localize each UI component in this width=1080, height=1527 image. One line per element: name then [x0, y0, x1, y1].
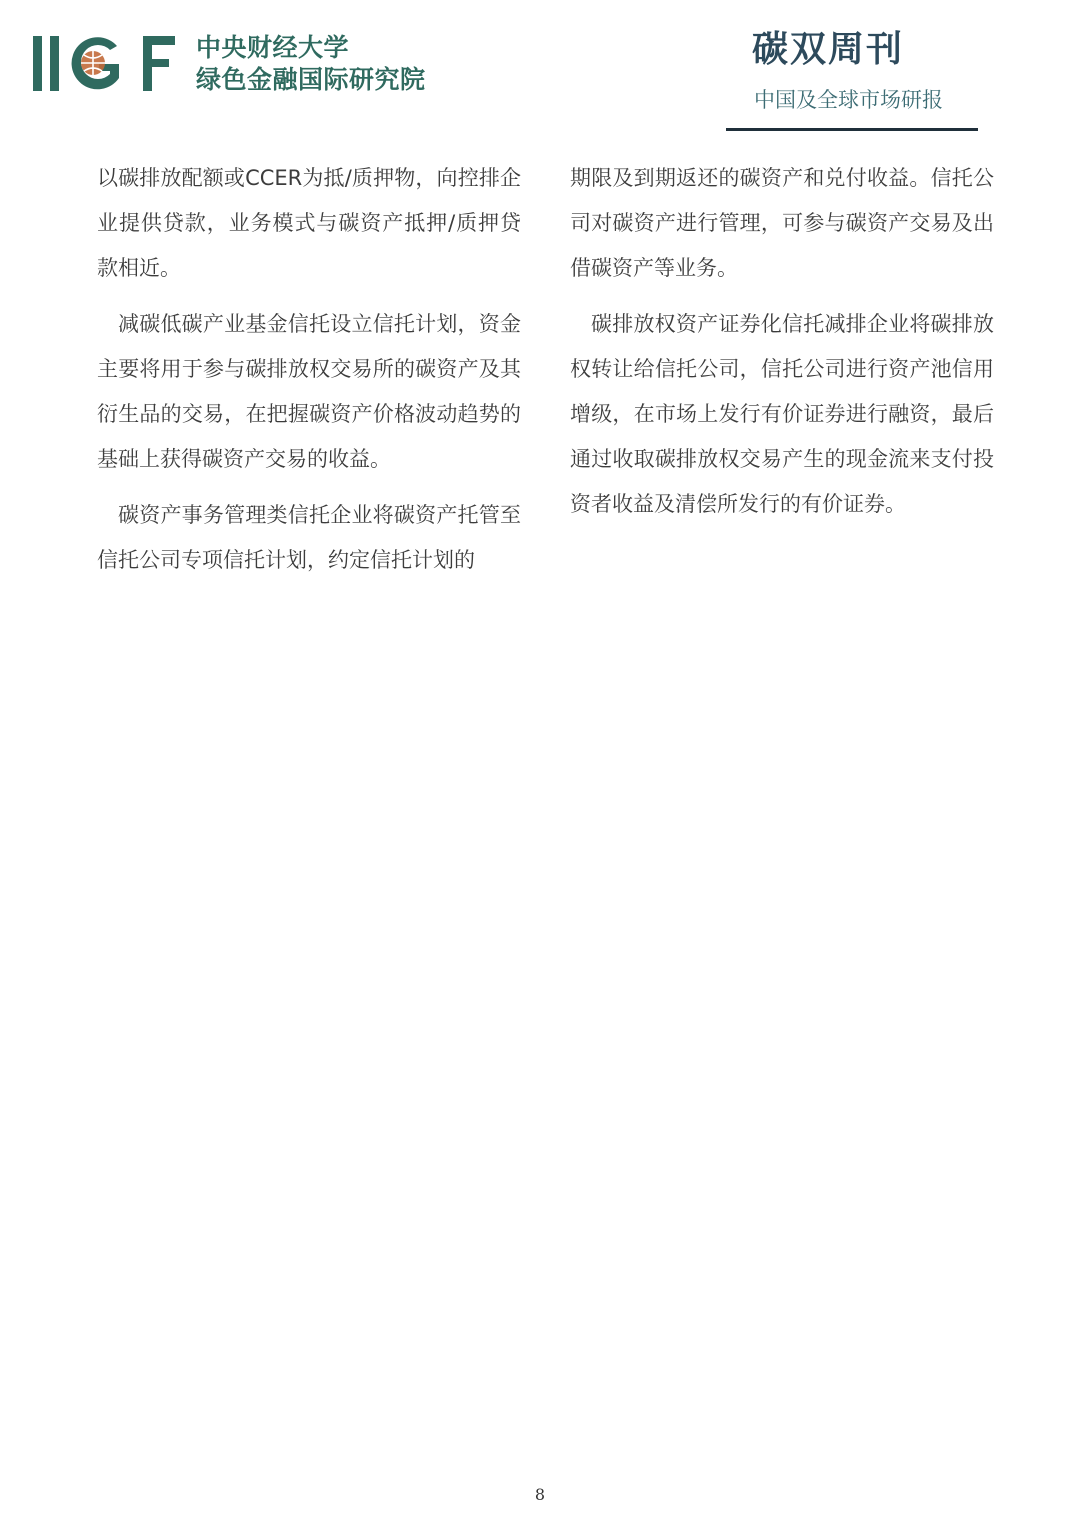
paragraph: 期限及到期返还的碳资产和兑付收益。信托公司对碳资产进行管理，可参与碳资产交易及出借碳资产等业务。 [570, 166, 994, 280]
paragraph: 以碳排放配额或CCER为抵/质押物，向控排企业提供贷款，业务模式与碳资产抵押/质押贷款相近。 [97, 166, 521, 280]
institution-name-line2: 绿色金融国际研究院 [196, 65, 426, 94]
institution-name-line1: 中央财经大学 [196, 33, 350, 62]
institution-name [196, 32, 426, 96]
journal-title: 碳双周刊 [752, 29, 905, 70]
iigf-logo [33, 32, 175, 94]
paragraph: 碳排放权资产证券化信托减排企业将碳排放权转让给信托公司，信托公司进行资产池信用增级，在市场上发行有价证券进行融资，最后通过收取碳排放权交易产生的现金流来支付投资者收益及清偿所发行的有价证券。 [570, 312, 994, 516]
journal-subtitle: 中国及全球市场研报 [754, 88, 943, 112]
paragraph: 碳资产事务管理类信托企业将碳资产托管至信托公司专项信托计划，约定信托计划的 [97, 503, 521, 572]
page-number: 8 [534, 1485, 546, 1504]
header-divider [726, 128, 978, 131]
right-column [570, 156, 994, 538]
paragraph: 减碳低碳产业基金信托设立信托计划，资金主要将用于参与碳排放权交易所的碳资产及其衍生品的交易，在把握碳资产价格波动趋势的基础上获得碳资产交易的收益。 [97, 312, 521, 471]
left-column [97, 156, 521, 594]
